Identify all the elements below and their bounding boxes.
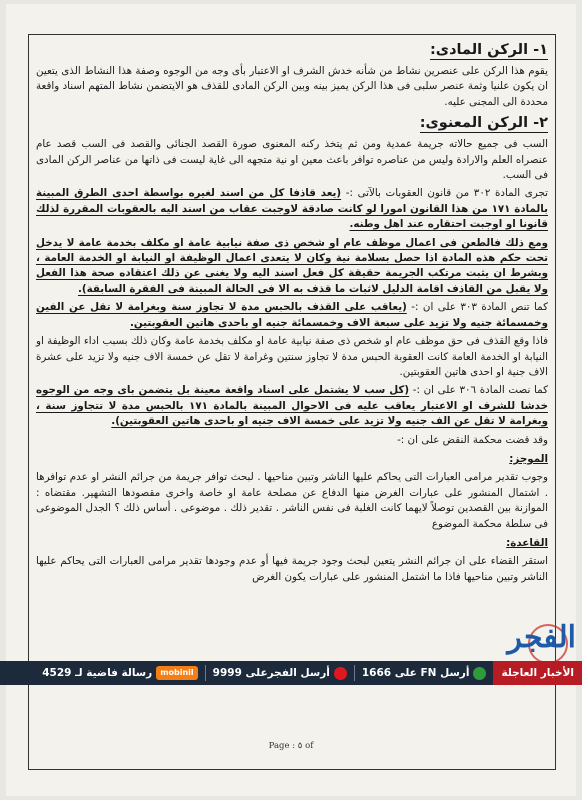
article-302-intro: تجرى المادة ٣٠٢ من قانون العقوبات بالآتى :- — [345, 187, 548, 200]
ticker-item-empty-message — [35, 661, 204, 685]
article-302 — [36, 186, 548, 232]
operator-mobinil-icon: mobinil — [156, 666, 197, 680]
moral-element-text: السب فى جميع حالاته جريمة عمدية ومن ثم يتخذ ركنه المعنوى صورة القصد الجنائى والقصد فى السب قصد عام عنصراه العلم والارادة وليس من عناصره توافر باعث معين او نية متجهه الى غاية ليست فى ذاتها من عناصر الركن المادى فى السب. — [36, 138, 548, 182]
operator-etisalat-icon — [473, 667, 486, 680]
article-303-continuation: فاذا وقع القذف فى حق موظف عام او شخص ذى صفة نيابية عامة او مكلف بخدمة عامة وكان ذلك بسبب اداء الوظيفة او النيابة او الخدمة العامة كانت العقوبة الحبس مدة لا تجاوز سنتين وغرامة لا تقل عن خمسة الاف جنيه ولا تزيد على عشرة الاف جنية او احدى هاتين العقوبتين. — [36, 335, 548, 378]
ticker-divider — [354, 665, 355, 681]
rule-heading: القاعدة: — [506, 536, 548, 549]
article-302-text: (يعد قاذفا كل من اسند لغيره بواسطة احدى الطرق المبينة بالمادة ١٧١ من هذا القانون امورا لو كانت صادقة لاوجبت عقاب من اسند اليه بالعقوبات المقررة لذلك قانونا او اوجبت احتقاره عند اهل وطنه. — [36, 187, 548, 231]
operator-vodafone-icon — [334, 667, 347, 680]
article-306-intro: كما نصت المادة ٣٠٦ على ان :- — [412, 384, 548, 397]
ticker-item-fn-text: أرسل FN على 1666 — [361, 667, 470, 679]
rule-text: استقر القضاء على ان جرائم النشر يتعين لبحث وجود جريمة فيها أو عدم وجودها تقدير مرامى العبارات التى يحاكم عليها الناشر وتبين مناحيها فاذا ما اشتمل المنشور على عبارات يكون الغرض — [36, 555, 548, 583]
ticker-item-alfagr-text: أرسل الفجرعلى 9999 — [212, 667, 330, 679]
summary-text: وجوب تقدير مرامى العبارات التى يحاكم عليها الناشر وتبين مناحيها . لبحث توافر جريمة من جرائم النشر او عدم توافرها . اشتمال المنشور على عبارات الغرض منها الدفاع عن مصلحة عامة او خاصة واخرى مقصودها التشهير. مقتضاه : الموازنة بين القصدين توصلاً لايهما كانت الغلبة فى نفس الناشر . تقدير ذلك . موضوعى . أساس ذلك ؟ الجدل الموضوعى فى سلطة محكمة الموضوع — [36, 471, 548, 530]
ticker-divider — [205, 665, 206, 681]
material-element-text: يقوم هذا الركن على عنصرين نشاط من شأنه خدش الشرف او الاعتبار بأى وجه من الوجوه وصفة هذا النشاط الذى يتعين ان يكون علنيا وثمة عنصر سلبى فى هذا الركن يميز بينه وبين الركن المادى للقذف هو الايتضمن نشاط المتهم اسناد واقعة محددة الى المجنى عليه. — [36, 65, 548, 108]
ticker-brand: الأخبار العاجلة — [493, 661, 582, 685]
material-element-heading: ١- الركن المادى: — [430, 42, 548, 58]
moral-element-heading: ٢- الركن المعنوى: — [419, 115, 548, 132]
article-302-continuation: ومع ذلك فالطعن فى اعمال موظف عام او شخص ذى صفة نيابية عامة او مكلف بخدمة عامة لا يدخل تحت حكم هذه المادة اذا حصل بسلامة نية وكان لا يتعدى اعمال الوظيفة او النيابة او الخدمة العامة ، وبشرط ان يثبت مرتكب الجريمة حقيقة كل فعل اسند اليه ولا يغنى عن ذلك اعتقاده صحة هذا الفعل ولا يقبل من القاذف اقامة الدليل لاثبات ما قذف به الا فى الحالة المبينة فى الفقرة السابقة). — [36, 236, 548, 295]
article-303 — [36, 300, 548, 331]
article-303-intro: كما تنص المادة ٣٠٣ على ان :- — [411, 301, 548, 314]
ticker-item-alfagr — [206, 661, 354, 685]
cassation-intro: وقد قضت محكمة النقض على ان :- — [397, 433, 548, 446]
article-303-text: (يعاقب على القذف بالحبس مدة لا تجاوز سنة وبغرامة لا تقل عن الفين وخمسمائة جنيه ولا تزيد على سبعة الاف وخمسمائة جنيه او باحدى هاتين العقوبتين. — [36, 301, 548, 329]
news-ticker — [0, 661, 582, 685]
page-footer: Page : ٥ of — [268, 741, 314, 751]
ticker-item-empty-message-text: رسالة فاضية لـ 4529 — [42, 667, 153, 679]
ticker-item-fn — [355, 661, 494, 685]
document-body — [36, 40, 548, 588]
article-306 — [36, 383, 548, 429]
article-306-text: (كل سب لا يشتمل على اسناد واقعة معينة بل يتضمن باى وجه من الوجوه خدشا للشرف او الاعتبار يعاقب عليه فى الاحوال المبينة بالمادة ١٧١ بالحبس مدة لا تتجاوز سنة ، وبغرامة لا تقل عن الف جنيه ولا تزيد على خمسة الاف جنيه او باحدى هاتين العقوبتين). — [36, 384, 548, 428]
logo-text: الفجر — [507, 620, 576, 655]
summary-heading: الموجز: — [509, 452, 548, 465]
